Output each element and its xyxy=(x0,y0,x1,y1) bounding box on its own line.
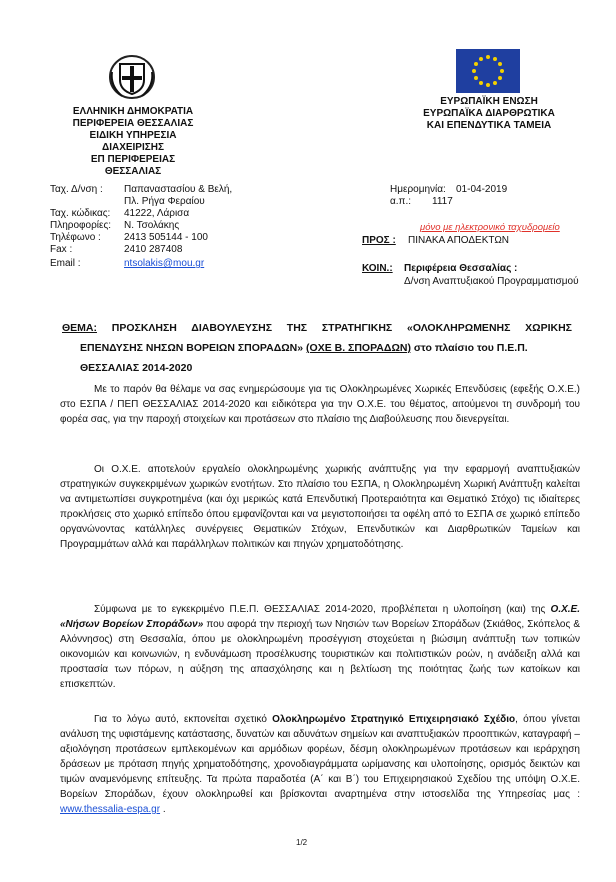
greek-emblem-icon xyxy=(108,52,156,100)
cc-label-text: ΚΟΙΝ.: xyxy=(362,263,393,274)
email-link[interactable]: ntsolakis@mou.gr xyxy=(124,258,205,269)
eu-flag-icon xyxy=(456,49,520,93)
eu-header xyxy=(404,96,574,132)
subject-text-1: ΠΡΟΣΚΛΗΣΗ ΔΙΑΒΟΥΛΕΥΣΗΣ ΤΗΣ ΣΤΡΑΤΗΓΙΚΗΣ «ΟΛΟΚΛΗΡΩΜΕΝΗΣ ΧΩΡΙΚΗΣ xyxy=(111,322,572,334)
address-value: Παπαναστασίου & Βελή, xyxy=(124,184,233,195)
eu-line: ΚΑΙ ΕΠΕΝΔΥΤΙΚΑ ΤΑΜΕΙΑ xyxy=(426,120,552,131)
to-value: ΠΙΝΑΚΑ ΑΠΟΔΕΚΤΩΝ xyxy=(408,235,510,246)
info-label: Πληροφορίες: xyxy=(50,220,112,231)
postcode-label: Ταχ. κώδικας: xyxy=(50,208,111,219)
issuer-line: ΠΕΡΙΦΕΡΕΙΑ ΘΕΣΣΑΛΙΑΣ xyxy=(72,118,194,129)
p3-text-a: Σύμφωνα με το εγκεκριμένο Π.Ε.Π. ΘΕΣΣΑΛΙΑΣ 2014-2020, προβλέπεται η υλοποίηση (και) της xyxy=(94,604,551,615)
p3-emphasis: Ο.Χ.Ε. «Νήσων Βορείων Σποράδων» xyxy=(60,604,580,630)
cc-label xyxy=(362,263,393,275)
issuer-line: ΕΛΛΗΝΙΚΗ ΔΗΜΟΚΡΑΤΙΑ xyxy=(72,106,194,117)
to-label xyxy=(362,235,396,247)
phone-label: Τηλέφωνο : xyxy=(50,232,101,243)
issuer-line: ΕΙΔΙΚΗ ΥΠΗΡΕΣΙΑ ΔΙΑΧΕΙΡΙΣΗΣ xyxy=(89,130,177,153)
cc-value-2: Δ/νση Αναπτυξιακού Προγραμματισμού xyxy=(404,276,579,287)
subject-block xyxy=(62,318,572,378)
phone-value: 2413 505144 - 100 xyxy=(124,232,208,243)
fax-value: 2410 287408 xyxy=(124,244,183,255)
p3-text-c: που αφορά την περιοχή των Νησιών των Βορείων Σποράδων (Σκιάθος, Σκόπελος & Αλόννησος) στη Θεσσαλία, όπου με ολοκληρωμένη προσέγγιση στοχεύεται η βιώσιμη ανάπτυξη των τοπικών οικονομιών και κοινωνιών, η ενδυνάμωση προσέλκυσης τουριστικών και πολιτιστικών ροών, η ανάδειξη αλλά και προστασία των πόρων, η αύξηση της απασχόλησης και η βελτίωση της ποιότητας ζωής των κατοίκων και επισκεπτών. xyxy=(60,619,580,690)
fax-label: Fax : xyxy=(50,244,73,255)
body-paragraph-2: Οι Ο.Χ.Ε. αποτελούν εργαλείο ολοκληρωμένης χωρικής ανάπτυξης για την εφαρμογή αναπτυξιακών στρατηγικών συγκεκριμένων χωρικών ενοτήτων. Στο πλαίσιο του ΕΣΠΑ, η Ολοκληρωμένη Χωρική Ανάπτυξη καλείται να αντιμετωπίσει συγκροτημένα (και όχι μερικώς κατά Επενδυτική Προτεραιότητα και Θεματικό Στόχο) τις ιδιαίτερες προκλήσεις στο χωρικό επίπεδο όπου εμφανίζονται και να μεγιστοποιήσει τα οφέλη από το ΕΣΠΑ σε χωρικό επίπεδο οργανώνοντας κατάλληλες συνέργειες Θεματικών Στόχων, Επενδυτικών και Διαρθρωτικών Ταμείων και Προγραμμάτων αλλά και παράλληλων πολιτικών και πηγών χρηματοδότησης. xyxy=(60,464,580,550)
subject-line-3: ΘΕΣΣΑΛΙΑΣ 2014-2020 xyxy=(80,362,193,374)
subject-label: ΘΕΜΑ: xyxy=(62,322,97,334)
issuer-header xyxy=(66,106,200,178)
subject-text-2b: (ΟΧΕ Β. ΣΠΟΡΑΔΩΝ) xyxy=(306,342,411,354)
email-only-note: μόνο με ηλεκτρονικό ταχυδρομείο xyxy=(420,222,560,233)
protocol-label: α.π.: xyxy=(390,196,412,207)
p4-text-a: Για το λόγω αυτό, εκπονείται σχετικό xyxy=(94,714,273,725)
to-label-text: ΠΡΟΣ : xyxy=(362,235,396,246)
subject-line-2 xyxy=(62,338,572,358)
protocol-value: 1117 xyxy=(432,196,453,207)
info-value: Ν. Τσολάκης xyxy=(124,220,180,231)
page-number: 1/2 xyxy=(296,838,308,847)
cc-value: Περιφέρεια Θεσσαλίας : xyxy=(404,263,518,274)
date-label: Ημερομηνία: xyxy=(390,184,446,195)
subject-line-1 xyxy=(62,318,572,338)
body-paragraph-1: Με το παρόν θα θέλαμε να σας ενημερώσουμε για τις Ολοκληρωμένες Χωρικές Επενδύσεις (εφεξής Ο.Χ.Ε.) στο ΕΣΠΑ / ΠΕΠ ΘΕΣΣΑΛΙΑΣ 2014-2020 και ειδικότερα για την Ο.Χ.Ε. του θέματος, αιτούμενοι τη συνδρομή του φορέα σας, για την παροχή στοιχείων και προτάσεων στο πλαίσιο της Διαβούλευσης που διενεργείται. xyxy=(60,384,580,425)
p4-text-c: , όπου γίνεται ανάλυση της υφιστάμενης κατάστασης, δυνατών και αδυνάτων σημείων και αναπτυξιακών προοπτικών, καταγραφή –αξιολόγηση προτάσεων εμπλεκομένων και αρμόδιων φορέων, δέσμη ολοκληρωμένων προτάσεων και ιεράρχηση δράσεων με πρόταση πηγής χρηματοδότησης, χρονοδιαγράμματα ωρίμανσης και υλοποίησης, ορισμός δεικτών και τιμών αναμενόμενης επίτευξης. Τα πρώτα παραδοτέα (Α΄ και Β΄) του Επιχειρησιακού Σχεδίου της υπόψη Ο.Χ.Ε. Βορείων Σποράδων, έχουν ολοκληρωθεί και βρίσκονται αναρτημένα στην ιστοσελίδα της Υπηρεσίας μας : xyxy=(60,714,580,800)
subject-text-2a: ΕΠΕΝΔΥΣΗΣ ΝΗΣΩΝ ΒΟΡΕΙΩΝ ΣΠΟΡΑΔΩΝ» xyxy=(80,342,304,354)
website-link[interactable]: www.thessalia-espa.gr xyxy=(60,804,161,815)
subject-text-2c: στο πλαίσιο του Π.Ε.Π. xyxy=(413,342,528,354)
address-label: Ταχ. Δ/νση : xyxy=(50,184,103,195)
address-value-2: Πλ. Ρήγα Φεραίου xyxy=(124,196,205,207)
date-value: 01-04-2019 xyxy=(456,184,508,195)
issuer-line: ΕΠ ΠΕΡΙΦΕΡΕΙΑΣ ΘΕΣΣΑΛΙΑΣ xyxy=(90,154,176,177)
p4-end: . xyxy=(160,804,166,815)
eu-line: ΕΥΡΩΠΑΪΚΑ ΔΙΑΡΘΡΩΤΙΚΑ xyxy=(423,108,555,119)
email-label: Email : xyxy=(50,258,81,269)
body-paragraph-4 xyxy=(60,712,580,817)
p4-emphasis: Ολοκληρωμένο Στρατηγικό Επιχειρησιακό Σχέδιο xyxy=(272,714,516,725)
eu-line: ΕΥΡΩΠΑΪΚΗ ΕΝΩΣΗ xyxy=(440,96,538,107)
postcode-value: 41222, Λάρισα xyxy=(124,208,190,219)
body-paragraph-3 xyxy=(60,602,580,692)
